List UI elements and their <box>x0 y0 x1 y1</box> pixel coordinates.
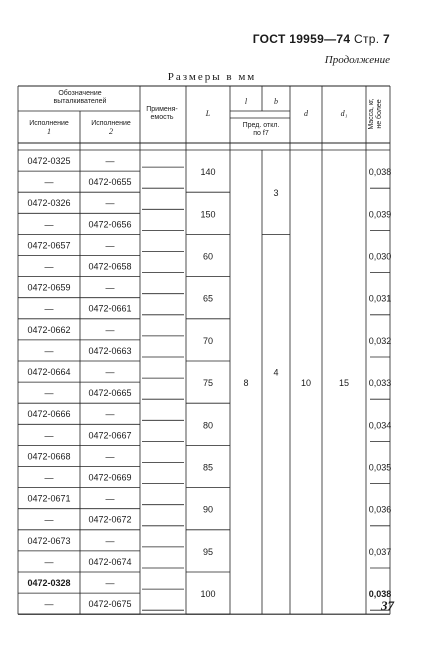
table-caption: Размеры в мм <box>167 71 257 83</box>
header-variant1: Исполнение <box>29 120 69 127</box>
header-variant2: Исполнение <box>91 120 131 127</box>
header-variant1-num: 1 <box>47 127 51 136</box>
header-variant2-num: 2 <box>109 127 113 136</box>
variant2-cell: 0472-0665 <box>88 388 132 399</box>
header-designation-line1: Обозначение <box>58 90 102 97</box>
variant1-cell: 0472-0664 <box>27 367 71 377</box>
header-tolerance-line1: Пред. откл. <box>242 122 280 129</box>
variant2-cell: 0472-0656 <box>88 219 132 230</box>
header-applicability-line2: емость <box>150 114 174 121</box>
variant2-cell: — <box>105 409 115 420</box>
standard-code: ГОСТ 19959—74 <box>252 32 351 46</box>
L-value: 95 <box>202 546 214 557</box>
variant1-cell: — <box>44 430 54 441</box>
variant2-cell: — <box>105 156 115 166</box>
mass-value: 0,034 <box>368 420 392 431</box>
header-designation-line2: выталкивателей <box>53 98 107 105</box>
page-number: 7 <box>383 32 390 46</box>
variant1-cell: — <box>44 599 54 610</box>
d1-value: 15 <box>338 378 350 389</box>
L-value: 70 <box>202 335 214 346</box>
variant1-cell: 0472-0657 <box>27 240 71 251</box>
variant2-cell: 0472-0655 <box>88 177 132 188</box>
header-mass-line1: Масса, кг, <box>368 98 375 130</box>
variant2-cell: 0472-0674 <box>88 556 132 567</box>
variant2-cell: 0472-0663 <box>88 345 132 356</box>
L-value: 140 <box>200 167 216 178</box>
b-value-main: 4 <box>273 367 279 378</box>
mass-value: 0,030 <box>368 251 392 262</box>
page-label: Стр. <box>354 32 380 46</box>
variant1-cell: — <box>44 556 54 567</box>
variant2-cell: 0472-0667 <box>88 430 132 441</box>
header-b: b <box>274 97 278 106</box>
variant1-cell: 0472-0662 <box>27 324 71 335</box>
variant1-cell: 0472-0659 <box>27 282 71 293</box>
variant2-cell: — <box>105 451 115 462</box>
table-body <box>27 156 391 609</box>
table-grid <box>18 86 390 614</box>
table-header <box>29 89 383 137</box>
variant1-cell: — <box>44 261 54 272</box>
variant1-cell: 0472-0325 <box>27 156 71 166</box>
L-value: 65 <box>202 293 214 304</box>
variant2-cell: — <box>105 282 115 293</box>
header-d1: d₁ <box>340 109 348 118</box>
mass-value: 0,031 <box>368 293 392 304</box>
variant2-cell: 0472-0669 <box>88 472 132 483</box>
variant1-cell: — <box>44 472 54 483</box>
mass-value: 0,038 <box>368 589 392 600</box>
header-d: d <box>304 109 308 118</box>
variant1-cell: — <box>44 177 54 188</box>
b-value-top: 3 <box>273 188 279 199</box>
page-mark: 37 <box>381 598 394 613</box>
l-value: 8 <box>243 378 249 389</box>
variant1-cell: 0472-0673 <box>27 535 71 546</box>
mass-value: 0,033 <box>368 378 392 389</box>
header-L: L <box>205 109 211 118</box>
L-value: 80 <box>202 420 214 431</box>
variant1-cell: — <box>44 303 54 314</box>
mass-value: 0,038 <box>368 167 392 178</box>
variant1-cell: — <box>44 514 54 525</box>
L-value: 75 <box>202 378 214 389</box>
L-value: 100 <box>200 589 216 600</box>
variant2-cell: — <box>105 578 115 588</box>
header-mass-line2: не более <box>376 99 383 129</box>
variant1-cell: 0472-0328 <box>27 578 71 588</box>
variant2-cell: 0472-0675 <box>88 599 132 610</box>
header-tolerance-line2: по f7 <box>253 130 269 137</box>
header-applicability-line1: Применя- <box>146 106 178 113</box>
variant2-cell: — <box>105 535 115 546</box>
mass-value: 0,039 <box>368 209 392 220</box>
mass-value: 0,032 <box>368 335 392 346</box>
variant2-cell: — <box>105 324 115 335</box>
variant2-cell: 0472-0672 <box>88 514 132 525</box>
variant1-cell: 0472-0671 <box>27 493 71 504</box>
variant2-cell: — <box>105 493 115 504</box>
continuation-note: Продолжение <box>324 54 390 66</box>
mass-value: 0,037 <box>368 546 392 557</box>
header-l: l <box>244 97 248 106</box>
L-value: 85 <box>202 462 214 473</box>
variant2-cell: — <box>105 240 115 251</box>
variant1-cell: 0472-0326 <box>27 198 71 209</box>
variant1-cell: — <box>44 219 54 230</box>
variant2-cell: 0472-0658 <box>88 261 132 272</box>
L-value: 150 <box>200 209 216 220</box>
variant2-cell: — <box>105 367 115 377</box>
L-value: 60 <box>202 251 214 262</box>
variant1-cell: — <box>44 345 54 356</box>
mass-value: 0,036 <box>368 504 392 515</box>
variant2-cell: — <box>105 198 115 209</box>
variant2-cell: 0472-0661 <box>88 303 132 314</box>
variant1-cell: 0472-0668 <box>27 451 71 462</box>
mass-value: 0,035 <box>368 462 392 473</box>
variant1-cell: 0472-0666 <box>27 409 71 420</box>
L-value: 90 <box>202 504 214 515</box>
variant1-cell: — <box>44 388 54 399</box>
d-value: 10 <box>300 378 312 389</box>
